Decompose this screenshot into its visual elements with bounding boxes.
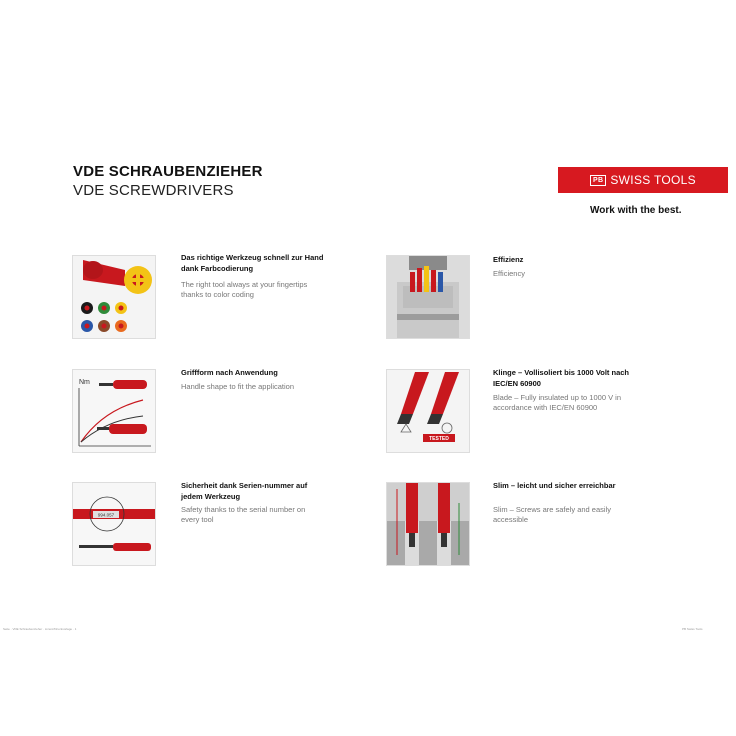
feature-desc-blade-insulation: Blade – Fully insulated up to 1000 V in accordance with IEC/EN 60900 (493, 393, 622, 412)
brand-tagline: Work with the best. (590, 205, 682, 216)
slim-image (386, 482, 470, 566)
nm-label: Nm (79, 379, 90, 386)
footer-right: PB Swiss Tools (682, 627, 703, 631)
feature-title-handle-shape: Griffform nach Anwendung (181, 368, 278, 377)
handle-shape-image (72, 369, 156, 453)
page-subtitle: VDE SCREWDRIVERS (73, 182, 234, 199)
feature-title-slim: Slim – leicht und sicher erreichbar (493, 481, 616, 490)
feature-desc-handle-shape: Handle shape to fit the application (181, 382, 294, 391)
feature-desc-serial-number: Safety thanks to the serial number on every tool (181, 505, 306, 524)
feature-desc-efficiency: Efficiency (493, 269, 525, 278)
efficiency-image (386, 255, 470, 339)
feature-title-color-coding: Das richtige Werkzeug schnell zur Hand dank Farbcodierung (181, 253, 324, 273)
feature-title-efficiency: Effizienz (493, 255, 524, 264)
feature-title-blade-insulation: Klinge – Vollisoliert bis 1000 Volt nach IEC/EN 60900 (493, 368, 630, 388)
brand-logo (558, 167, 728, 193)
pb-logo-mark: PB (590, 175, 606, 186)
feature-desc-color-coding: The right tool always at your fingertips thanks to color coding (181, 280, 308, 299)
brand-logo-text: SWISS TOOLS (610, 173, 696, 187)
serial-number-image (72, 482, 156, 566)
serial-label: 994.057 (97, 512, 115, 518)
blade-insulation-image (386, 369, 470, 453)
tested-badge: TESTED (429, 436, 449, 442)
color-coding-image (72, 255, 156, 339)
feature-title-serial-number: Sicherheit dank Serien-nummer auf jedem Werkzeug (181, 481, 308, 501)
page-title: VDE SCHRAUBENZIEHER (73, 163, 263, 180)
footer-left: Seite · VDE Schraubenzieher · Lizenz/Druckvorlage · 1 (3, 627, 77, 631)
feature-desc-slim: Slim – Screws are safely and easily accessible (493, 505, 611, 524)
